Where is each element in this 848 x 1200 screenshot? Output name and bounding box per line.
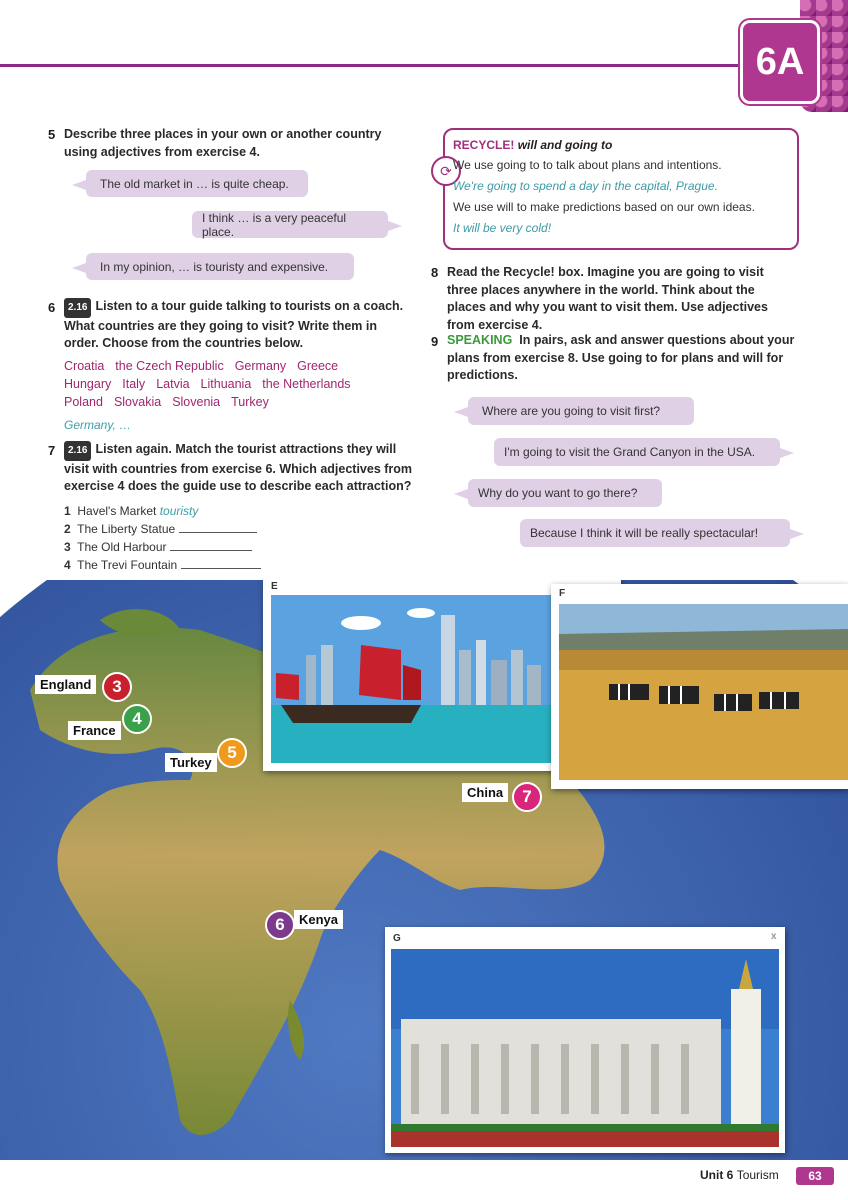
map-pin-4[interactable]: 4 bbox=[122, 704, 152, 734]
ex9-number: 9 bbox=[431, 334, 439, 349]
country: Lithuania bbox=[200, 377, 252, 391]
ex5-bubble-2: I think … is a very peaceful place. bbox=[192, 211, 388, 238]
map-label-england: England bbox=[35, 675, 96, 694]
recycle-title: RECYCLE! will and going to bbox=[453, 138, 613, 152]
map-label-kenya: Kenya bbox=[294, 910, 343, 929]
ex7-prompt: 2.16 Listen again. Match the tourist attractions they will visit with countries from exercise 6. Which adjectives from exercise 4 does the guide use to describe each attraction? bbox=[64, 442, 413, 493]
world-map bbox=[0, 580, 848, 1160]
country: Italy bbox=[122, 377, 146, 391]
ex9-bubble-2: I'm going to visit the Grand Canyon in the USA. bbox=[494, 438, 780, 466]
country: the Czech Republic bbox=[115, 359, 224, 373]
recycle-example-2: It will be very cold! bbox=[453, 221, 552, 235]
map-label-france: France bbox=[68, 721, 121, 740]
list-item: 2 The Liberty Statue bbox=[64, 520, 261, 538]
ex6-number: 6 bbox=[48, 300, 56, 315]
country: Greece bbox=[297, 359, 339, 373]
recycle-box bbox=[440, 128, 799, 250]
country: Slovakia bbox=[113, 395, 162, 409]
ex6-prompt: 2.16 Listen to a tour guide talking to tourists on a coach. What countries are they going to visit? Write them in order. Choose from the countries below. bbox=[64, 299, 404, 350]
list-item: 1 Havel's Market touristy bbox=[64, 504, 199, 518]
header-rule bbox=[0, 64, 760, 67]
country: Germany bbox=[234, 359, 287, 373]
ex5-bubble-3: In my opinion, … is touristy and expensive. bbox=[86, 253, 354, 280]
ex5-bubble-1: The old market in … is quite cheap. bbox=[86, 170, 308, 197]
map-pin-5[interactable]: 5 bbox=[217, 738, 247, 768]
palace-image bbox=[391, 949, 779, 1147]
ex9-prompt: SPEAKING In pairs, ask and answer questions about your plans from exercise 8. Use going to for plans and will for predictions. bbox=[447, 333, 795, 382]
country: Croatia bbox=[64, 359, 105, 373]
ex9-bubble-1: Where are you going to visit first? bbox=[468, 397, 694, 425]
ex8-number: 8 bbox=[431, 265, 439, 280]
ex9-bubble-4: Because I think it will be really spectacular! bbox=[520, 519, 790, 547]
map-pin-3[interactable]: 3 bbox=[102, 672, 132, 702]
list-item: 3 The Old Harbour bbox=[64, 538, 261, 556]
unit-badge: 6A bbox=[740, 20, 820, 104]
map-pin-7[interactable]: 7 bbox=[512, 782, 542, 812]
photo-label: F bbox=[559, 588, 566, 599]
page-number: 63 bbox=[796, 1167, 834, 1185]
close-icon[interactable]: x bbox=[771, 931, 777, 942]
map-pin-6[interactable]: 6 bbox=[265, 910, 295, 940]
photo-label: G bbox=[393, 933, 401, 944]
ex7-list bbox=[64, 502, 261, 574]
recycle-rule-2: We use will to make predictions based on our own ideas. bbox=[453, 200, 755, 214]
hong-kong-skyline-image bbox=[271, 595, 553, 763]
list-item: 4 The Trevi Fountain bbox=[64, 556, 261, 574]
country: the Netherlands bbox=[262, 377, 351, 391]
country: Latvia bbox=[156, 377, 190, 391]
photo-g-buckingham-palace bbox=[385, 927, 785, 1153]
map-label-turkey: Turkey bbox=[165, 753, 217, 772]
photo-label: E bbox=[271, 581, 278, 592]
country-list bbox=[64, 357, 424, 411]
zebras-savanna-image bbox=[559, 604, 848, 780]
recycle-icon: ⟳ bbox=[431, 156, 461, 186]
footer-unit: Unit 6 Tourism bbox=[700, 1168, 779, 1182]
ex8-prompt: Read the Recycle! box. Imagine you are going to visit three places anywhere in the world. Think about the places and why you want to visit them. Use adjectives from exercise 4. bbox=[447, 265, 768, 332]
ex6-answer: Germany, … bbox=[64, 418, 132, 432]
country: Turkey bbox=[231, 395, 269, 409]
audio-icon[interactable]: 2.16 bbox=[64, 441, 91, 461]
ex7-number: 7 bbox=[48, 443, 56, 458]
ex5-number: 5 bbox=[48, 127, 56, 142]
recycle-rule-1: We use going to to talk about plans and intentions. bbox=[453, 158, 722, 172]
country: Poland bbox=[64, 395, 103, 409]
ex9-bubble-3: Why do you want to go there? bbox=[468, 479, 662, 507]
photo-f-savanna bbox=[551, 584, 848, 789]
map-label-china: China bbox=[462, 783, 508, 802]
recycle-example-1: We're going to spend a day in the capital, Prague. bbox=[453, 179, 718, 193]
country: Hungary bbox=[64, 377, 112, 391]
country: Slovenia bbox=[172, 395, 221, 409]
ex5-prompt: Describe three places in your own or another country using adjectives from exercise 4. bbox=[64, 127, 382, 159]
audio-icon[interactable]: 2.16 bbox=[64, 298, 91, 318]
